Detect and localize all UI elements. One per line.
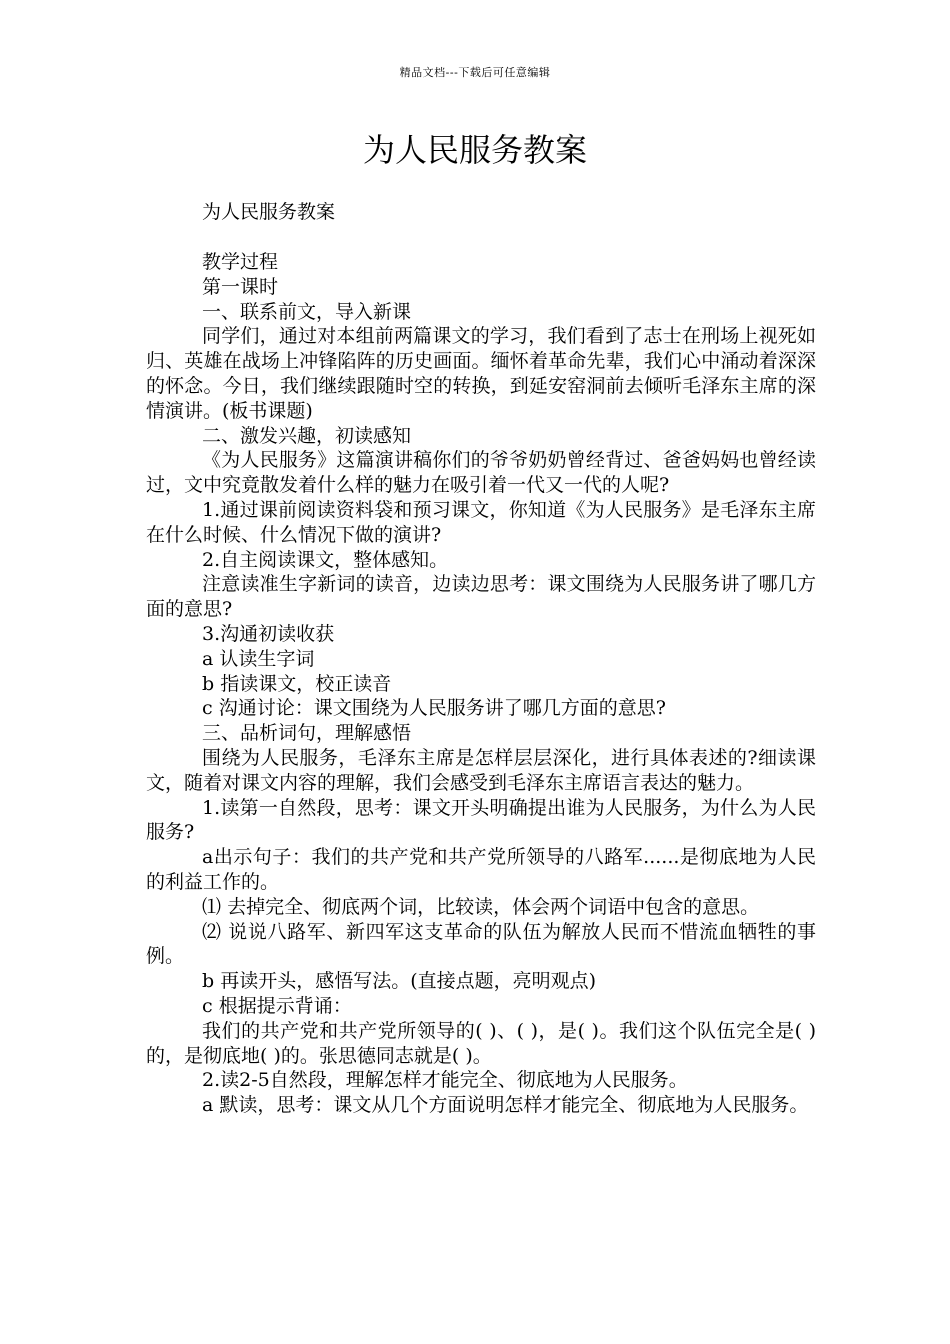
paragraph: ⑴ 去掉完全、彻底两个词，比较读，体会两个词语中包含的意思。 bbox=[202, 895, 760, 918]
paragraph: 1.通过课前阅读资料袋和预习课文，你知道《为人民服务》是毛泽东主席在什么时候、什么情况下做的演讲? bbox=[146, 498, 816, 546]
paragraph: 教学过程 bbox=[202, 251, 279, 273]
paragraph: a 认读生字词 bbox=[202, 647, 315, 670]
document-subtitle: 为人民服务教案 bbox=[202, 201, 336, 223]
paragraph: 1.读第一自然段，思考：课文开头明确提出谁为人民服务，为什么为人民服务? bbox=[146, 796, 816, 844]
paragraph: 2.自主阅读课文，整体感知。 bbox=[202, 548, 449, 571]
paragraph: 同学们，通过对本组前两篇课文的学习，我们看到了志士在刑场上视死如归、英雄在战场上冲锋陷阵的历史画面。缅怀着革命先辈，我们心中涌动着深深的怀念。今日，我们继续跟随时空的转换，到延安窑洞前去倾听毛泽东主席的深情演讲。(板书课题) bbox=[146, 325, 816, 422]
document-title: 为人民服务教案 bbox=[362, 131, 587, 169]
paragraph: a 默读，思考：课文从几个方面说明怎样才能完全、彻底地为人民服务。 bbox=[202, 1094, 809, 1117]
paragraph: 二、激发兴趣，初读感知 bbox=[202, 424, 412, 447]
header-note: 精品文档---下载后可任意编辑 bbox=[399, 66, 551, 79]
paragraph: b 再读开头，感悟写法。(直接点题，亮明观点) bbox=[202, 970, 597, 993]
paragraph: 3.沟通初读收获 bbox=[202, 622, 335, 645]
paragraph: a出示句子：我们的共产党和共产党所领导的八路军......是彻底地为人民的利益工作的。 bbox=[146, 846, 816, 893]
paragraph: 一、联系前文，导入新课 bbox=[202, 300, 412, 323]
paragraph: b 指读课文，校正读音 bbox=[202, 672, 392, 695]
paragraph: c 沟通讨论：课文围绕为人民服务讲了哪几方面的意思? bbox=[202, 697, 666, 720]
document-body bbox=[146, 250, 816, 1118]
paragraph: 三、品析词句，理解感悟 bbox=[202, 722, 412, 745]
paragraph: 围绕为人民服务，毛泽东主席是怎样层层深化，进行具体表述的?细读课文，随着对课文内容的理解，我们会感受到毛泽东主席语言表达的魅力。 bbox=[146, 746, 816, 794]
paragraph: 《为人民服务》这篇演讲稿你们的爷爷奶奶曾经背过、爸爸妈妈也曾经读过，文中究竟散发着什么样的魅力在吸引着一代又一代的人呢? bbox=[146, 449, 816, 497]
paragraph: c 根据提示背诵： bbox=[202, 994, 352, 1017]
paragraph: ⑵ 说说八路军、新四军这支革命的队伍为解放人民而不惜流血牺牲的事例。 bbox=[146, 920, 816, 968]
paragraph: 注意读准生字新词的读音，边读边思考：课文围绕为人民服务讲了哪几方面的意思? bbox=[146, 573, 816, 621]
paragraph: 第一课时 bbox=[202, 275, 279, 298]
paragraph: 我们的共产党和共产党所领导的( )、( )，是( )。我们这个队伍完全是( )的，是彻底地( )的。张思德同志就是( )。 bbox=[146, 1019, 816, 1067]
paragraph: 2.读2-5自然段，理解怎样才能完全、彻底地为人民服务。 bbox=[202, 1069, 688, 1092]
